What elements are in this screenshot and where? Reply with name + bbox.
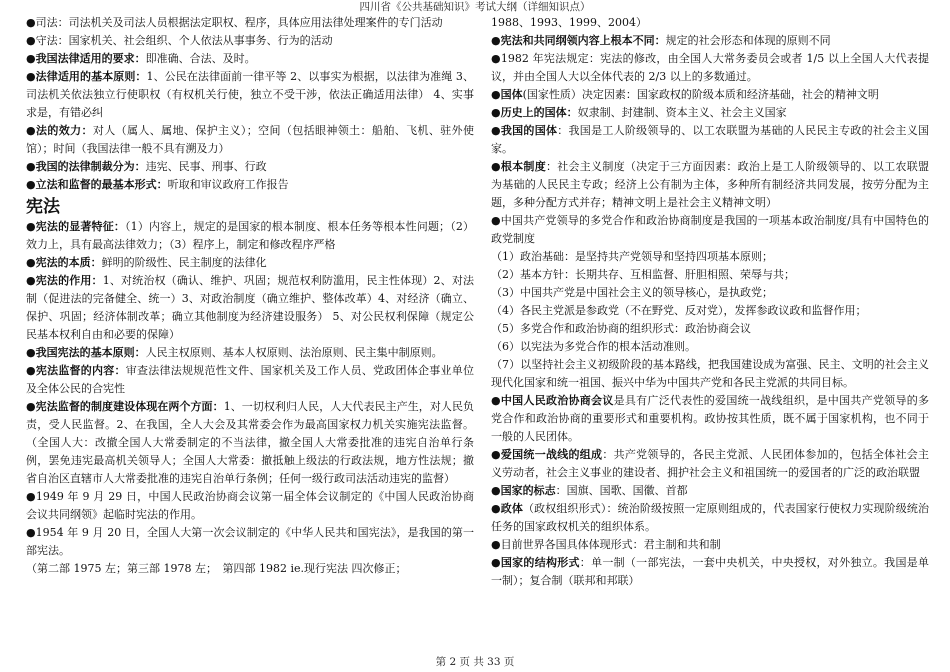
paragraph	[491, 212, 929, 248]
paragraph-text: ：社会主义制度（决定于三方面因素：政治上是工人阶级领导的、以工农联盟为基础的人民民主专政；经济上公有制为主体，多种所有制经济共同发展，按劳分配为主题，多种分配方式并存；精神文明上是社会主义精神文明）	[491, 160, 929, 209]
paragraph-term: ●宪法监督的内容：	[26, 364, 126, 377]
paragraph-text: 1、公民在法律面前一律平等 2、以事实为根据，以法律为准绳 3、司法机关依法独立行使职权（有权机关行使，独立不受干涉，依法正确适用法律） 4、实事求是，有错必纠	[26, 70, 474, 119]
paragraph-term: ●我国宪法的基本原则：	[26, 346, 146, 359]
right-column	[491, 14, 929, 590]
paragraph-term: ●法的效力：	[26, 124, 93, 137]
paragraph-text: 即准确、合法、及时。	[145, 52, 256, 65]
page-footer: 第 2 页 共 33 页	[435, 656, 515, 668]
paragraph-term: ●宪法的作用：	[26, 274, 103, 287]
paragraph	[26, 68, 474, 122]
paragraph-text: 是具有广泛代表性的爱国统一战线组织，是中国共产党领导的多党合作和政治协商的重要形式和重要机构。政协按其性质，既不属于国家机构，也不同于一般的人民团体。	[491, 394, 929, 443]
paragraph	[491, 284, 929, 302]
paragraph	[26, 398, 474, 488]
page-header: 四川省《公共基础知识》考试大纲（详细知识点）	[359, 1, 591, 13]
paragraph	[491, 356, 929, 392]
paragraph-text: (国家性质）决定因素：国家政权的阶级本质和经济基础，社会的精神文明	[522, 88, 879, 101]
paragraph-term: ●国体	[491, 88, 523, 101]
paragraph-text: 违宪、民事、刑事、行政	[145, 160, 267, 173]
paragraph	[491, 536, 929, 554]
paragraph-term: ●国家的标志	[491, 484, 556, 497]
paragraph	[26, 122, 474, 158]
paragraph	[26, 488, 474, 524]
paragraph-text: ●目前世界各国具体体现形式：君主制和共和制	[491, 538, 721, 551]
paragraph	[491, 446, 929, 482]
paragraph-text: 规定的社会形态和体现的原则不同	[665, 34, 831, 47]
left-column	[26, 14, 474, 578]
paragraph	[491, 14, 929, 32]
paragraph-text: （第二部 1975 左；第三部 1978 左； 第四部 1982 ie.现行宪法 四次修正；	[26, 562, 407, 575]
paragraph-text: ：国旗、国歌、国徽、首都	[555, 484, 688, 497]
paragraph	[26, 158, 474, 176]
paragraph-term: ●法律适用的基本原则：	[26, 70, 147, 83]
paragraph-text: 1、一切权利归人民，人大代表民主产生，对人民负责，受人民监督。2、在我国，全人大会及其常委会作为最高国家权力机关实施宪法监督。（全国人大：改撤全国人大常委制定的不当法律，撤全国人大常委批准的违宪自治单行条例，罢免违宪最高机关领导人；全国人大常委：撤抵触上级法的行政法规，地方性法规；撤省自治区直辖市人大常委批准的违宪自治单行条例；任何一级行政司法活动违宪的监督）	[26, 400, 474, 485]
paragraph	[491, 392, 929, 446]
paragraph-text: ●1954 年 9 月 20 日，全国人大第一次会议制定的《中华人民共和国宪法》，是我国的第一部宪法。	[26, 526, 474, 557]
paragraph	[26, 176, 474, 194]
paragraph-text: ●1949 年 9 月 29 日，中国人民政治协商会议第一届全体会议制定的《中国人民政治协商会议共同纲领》起临时宪法的作用。	[26, 490, 474, 521]
paragraph-text: ：单一制（一部宪法，一套中央机关，中央授权，对外独立。我国是单一制）；复合制（联邦和邦联）	[491, 556, 929, 587]
paragraph-term: ●宪法和共同纲领内容上根本不同：	[491, 34, 666, 47]
paragraph-term: ●宪法监督的制度建设体现在两个方面：	[26, 400, 224, 413]
paragraph	[26, 50, 474, 68]
paragraph-text: ●中国共产党领导的多党合作和政治协商制度是我国的一项基本政治制度/具有中国特色的政党制度	[491, 214, 929, 245]
paragraph	[26, 560, 474, 578]
paragraph-text: 人民主权原则、基本人权原则、法治原则、民主集中制原则。	[145, 346, 443, 359]
paragraph-text: （2）基本方针：长期共存、互相监督、肝胆相照、荣辱与共；	[491, 268, 795, 281]
paragraph-text: ：共产党领导的，各民主党派、人民团体参加的，包括全体社会主义劳动者，社会主义事业的建设者、拥护社会主义和祖国统一的爱国者的广泛的政治联盟	[491, 448, 929, 479]
paragraph-text: （政权组织形式）：统治阶级按照一定原则组成的，代表国家行使权力实现阶级统治任务的国家政权机关的组织体系。	[491, 502, 929, 533]
paragraph-text: （7）以坚持社会主义初级阶段的基本路线，把我国建设成为富强、民主、文明的社会主义现代化国家和统一祖国、振兴中华为中国共产党和各民主党派的共同目标。	[491, 358, 929, 389]
paragraph	[26, 362, 474, 398]
paragraph	[26, 272, 474, 344]
paragraph-term: ●根本制度	[491, 160, 546, 173]
paragraph	[26, 32, 474, 50]
paragraph-text: （1）内容上，规定的是国家的根本制度、根本任务等根本性问题；（2）效力上，具有最高法律效力；（3）程序上，制定和修改程序严格	[26, 220, 474, 251]
paragraph-text: 1988、1993、1999、2004）	[491, 16, 647, 29]
paragraph-term: ●我国的国体	[491, 124, 558, 137]
paragraph	[491, 302, 929, 320]
paragraph	[26, 14, 474, 32]
paragraph-text: （1）政治基础：是坚持共产党领导和坚持四项基本原则；	[491, 250, 773, 263]
paragraph	[491, 158, 929, 212]
paragraph-text: 鲜明的阶级性、民主制度的法律化	[101, 256, 267, 269]
paragraph	[491, 320, 929, 338]
paragraph-term: ●历史上的国体：	[491, 106, 578, 119]
paragraph-text: ：我国是工人阶级领导的、以工农联盟为基础的人民民主专政的社会主义国家。	[491, 124, 929, 155]
paragraph-text: 听取和审议政府工作报告	[167, 178, 289, 191]
paragraph	[26, 218, 474, 254]
paragraph-text: 1、对统治权（确认、维护、巩固；规范权利防滥用，民主性体现）2、对法制（促进法的完备健全、统一）3、对政治制度（确立维护、整体改革）4、对经济（确立、保护、巩固；经济体制改革；确立其他制度为经济建设服务） 5、对公民权利保障（规定公民基本权利自由和必要的保障）	[26, 274, 474, 341]
paragraph	[491, 122, 929, 158]
paragraph	[26, 524, 474, 560]
paragraph-term: ●我国的法律制裁分为：	[26, 160, 146, 173]
paragraph	[491, 266, 929, 284]
paragraph	[491, 104, 929, 122]
paragraph	[491, 500, 929, 536]
paragraph-text: ●司法：司法机关及司法人员根据法定职权、程序，具体应用法律处理案件的专门活动	[26, 16, 443, 29]
paragraph	[491, 86, 929, 104]
section-heading: 宪法	[26, 197, 60, 217]
paragraph-text: ●1982 年宪法规定：宪法的修改，由全国人大常务委员会或者 1/5 以上全国人大代表提议，并由全国人大以全体代表的 2/3 以上的多数通过。	[491, 52, 929, 83]
paragraph	[491, 554, 929, 590]
paragraph	[491, 32, 929, 50]
paragraph	[26, 254, 474, 272]
paragraph-text: 奴隶制、封建制、资本主义、社会主义国家	[577, 106, 787, 119]
paragraph	[491, 482, 929, 500]
paragraph-term: ●政体	[491, 502, 523, 515]
paragraph-text: （6）以宪法为多党合作的根本活动准则。	[491, 340, 696, 353]
paragraph-term: ●立法和监督的最基本形式：	[26, 178, 168, 191]
paragraph-text: （3）中国共产党是中国社会主义的领导核心，是执政党；	[491, 286, 773, 299]
paragraph-text: （5）多党合作和政治协商的组织形式：政治协商会议	[491, 322, 751, 335]
paragraph	[491, 248, 929, 266]
paragraph-term: ●宪法的本质：	[26, 256, 102, 269]
paragraph-term: ●国家的结构形式	[491, 556, 580, 569]
paragraph-text: 审查法律法规规范性文件、国家机关及工作人员、党政团体企事业单位及全体公民的合宪性	[26, 364, 474, 395]
paragraph-term: ●中国人民政治协商会议	[491, 394, 614, 407]
paragraph	[491, 50, 929, 86]
paragraph-text: 对人（属人、属地、保护主义）；空间（包括眼神领土：船舶、飞机、驻外使馆）；时间（我国法律一般不具有溯及力）	[26, 124, 474, 155]
paragraph-text: （4）各民主党派是参政党（不在野党、反对党），发挥参政议政和监督作用；	[491, 304, 867, 317]
paragraph	[26, 344, 474, 362]
paragraph	[491, 338, 929, 356]
paragraph-term: ●我国法律适用的要求：	[26, 52, 146, 65]
paragraph-term: ●爱国统一战线的组成	[491, 448, 603, 461]
paragraph-text: ●守法：国家机关、社会组织、个人依法从事事务、行为的活动	[26, 34, 333, 47]
paragraph-term: ●宪法的显著特征：	[26, 220, 126, 233]
